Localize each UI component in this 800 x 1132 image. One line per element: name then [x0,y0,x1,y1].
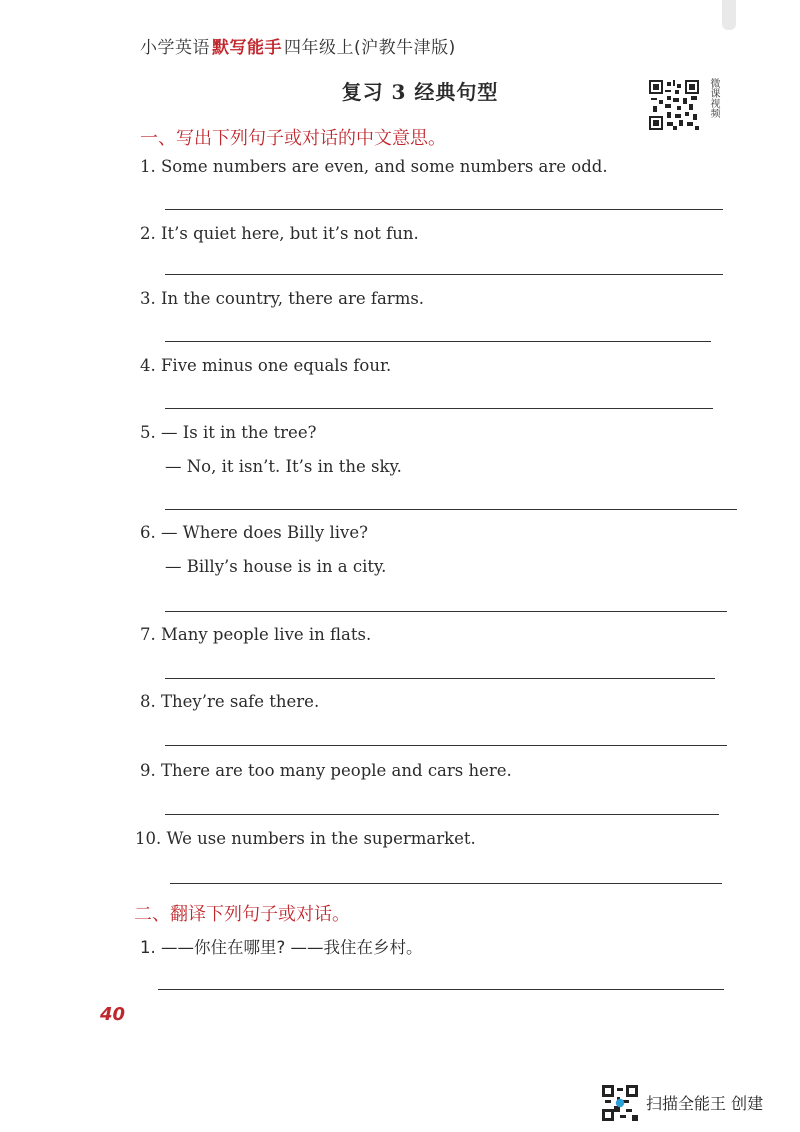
qr-code-icon[interactable] [649,80,699,130]
exercise-item-2: 2. It’s quiet here, but it’s not fun. [140,224,419,243]
exercise-item-5-a: — No, it isn’t. It’s in the sky. [165,457,402,476]
header-suffix: 四年级上(沪教牛津版) [284,38,456,58]
section-2-title: 二、翻译下列句子或对话。 [134,904,350,925]
answer-line-6[interactable] [165,611,727,612]
page-number: 40 [100,1004,126,1025]
answer-line-10[interactable] [170,883,722,884]
answer-line-s2-1[interactable] [158,989,724,990]
exercise-item-8: 8. They’re safe there. [140,692,320,711]
header-brand: 默写能手 [212,38,282,58]
exercise-item-6-a: — Billy’s house is in a city. [165,557,387,576]
footer-watermark: 扫描全能王 创建 [646,1094,764,1113]
translation-item-1: 1. ——你住在哪里? ——我住在乡村。 [140,938,423,957]
answer-line-5[interactable] [165,509,737,510]
answer-line-4[interactable] [165,408,713,409]
camscanner-qr-icon [602,1085,638,1121]
qr-caption: 微课视频 [708,78,719,118]
page-title: 复习 3 经典句型 [341,80,499,104]
section-1-title: 一、写出下列句子或对话的中文意思。 [140,128,446,149]
exercise-item-9: 9. There are too many people and cars here. [140,761,512,780]
answer-line-2[interactable] [165,274,723,275]
answer-line-9[interactable] [165,814,719,815]
header-prefix: 小学英语 [140,38,210,58]
answer-line-1[interactable] [165,209,723,210]
exercise-item-4: 4. Five minus one equals four. [140,356,392,375]
exercise-item-5-q: 5. — Is it in the tree? [140,423,317,442]
book-header [140,33,456,58]
exercise-item-7: 7. Many people live in flats. [140,625,372,644]
exercise-item-1: 1. Some numbers are even, and some numbers are odd. [140,157,608,176]
page-tab [722,0,736,30]
answer-line-3[interactable] [165,341,711,342]
exercise-item-3: 3. In the country, there are farms. [140,289,425,308]
answer-line-7[interactable] [165,678,715,679]
exercise-item-10: 10. We use numbers in the supermarket. [135,829,476,848]
answer-line-8[interactable] [165,745,727,746]
exercise-item-6-q: 6. — Where does Billy live? [140,523,368,542]
